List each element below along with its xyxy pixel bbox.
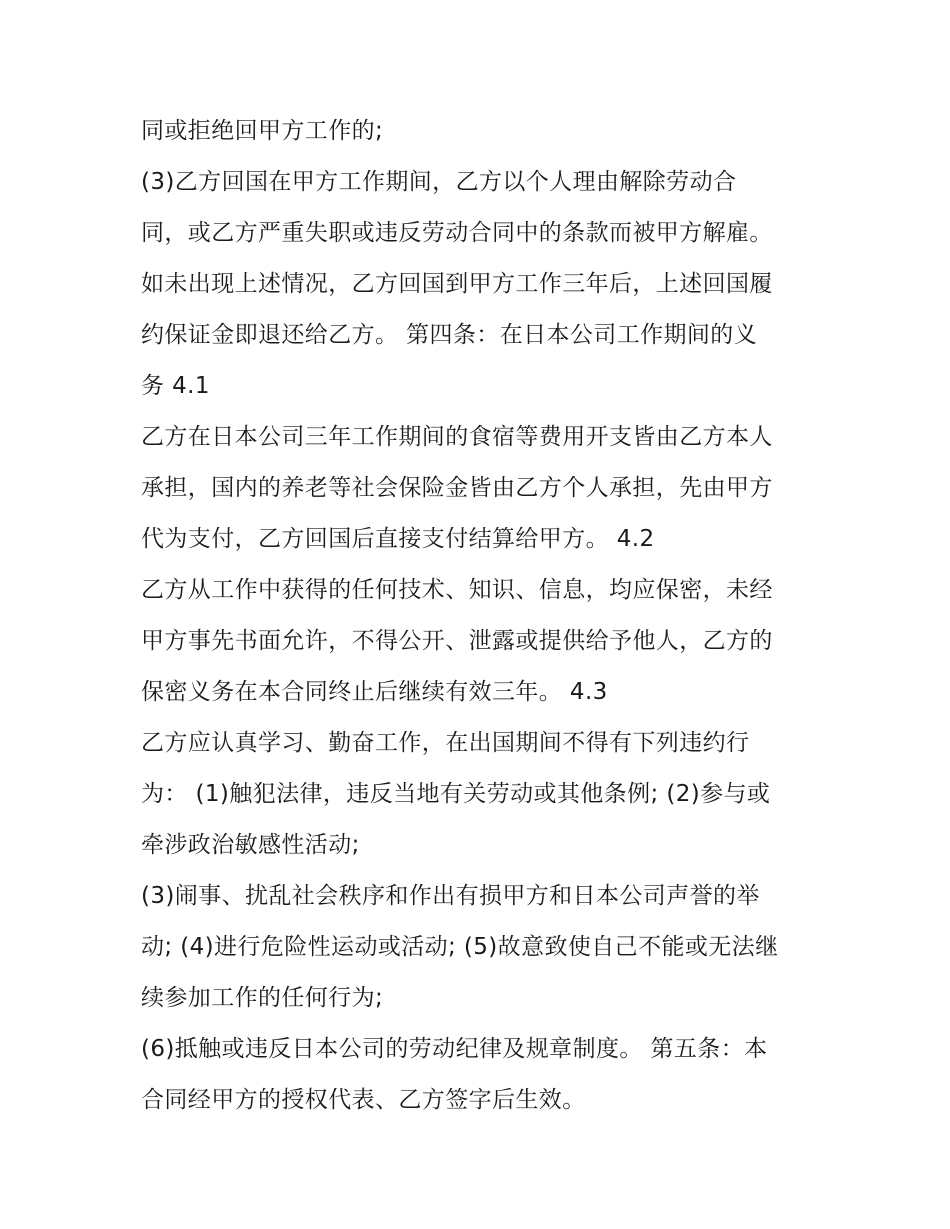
text-line: (3)乙方回国在甲方工作期间，乙方以个人理由解除劳动合 (141, 169, 737, 195)
text-line: 动; (4)进行危险性运动或活动; (5)故意致使自己不能或无法继 (141, 934, 779, 960)
text-line: 约保证金即退还给乙方。 第四条：在日本公司工作期间的义 (141, 322, 758, 348)
text-line: 乙方在日本公司三年工作期间的食宿等费用开支皆由乙方本人 (141, 424, 773, 450)
text-line: (3)闹事、扰乱社会秩序和作出有损甲方和日本公司声誉的举 (141, 883, 760, 909)
text-line: 甲方事先书面允许，不得公开、泄露或提供给予他人，乙方的 (141, 628, 773, 654)
text-line: 如未出现上述情况，乙方回国到甲方工作三年后，上述回国履 (141, 271, 773, 297)
text-line: 务 4.1 (141, 373, 210, 399)
text-line: 合同经甲方的授权代表、乙方签字后生效。 (141, 1087, 586, 1113)
text-line: 牵涉政治敏感性活动; (141, 832, 360, 858)
text-line: 代为支付，乙方回国后直接支付结算给甲方。 4.2 (141, 526, 655, 552)
text-line: (6)抵触或违反日本公司的劳动纪律及规章制度。 第五条：本 (141, 1036, 768, 1062)
text-line: 乙方从工作中获得的任何技术、知识、信息，均应保密，未经 (141, 577, 773, 603)
text-line: 保密义务在本合同终止后继续有效三年。 4.3 (141, 679, 608, 705)
text-line: 为： (1)触犯法律，违反当地有关劳动或其他条例; (2)参与或 (141, 781, 771, 807)
contract-text (141, 106, 831, 1126)
text-line: 乙方应认真学习、勤奋工作，在出国期间不得有下列违约行 (141, 730, 750, 756)
text-line: 同，或乙方严重失职或违反劳动合同中的条款而被甲方解雇。 (141, 220, 773, 246)
text-line: 承担，国内的养老等社会保险金皆由乙方个人承担，先由甲方 (141, 475, 773, 501)
text-line: 同或拒绝回甲方工作的; (141, 118, 384, 144)
text-line: 续参加工作的任何行为; (141, 985, 384, 1011)
